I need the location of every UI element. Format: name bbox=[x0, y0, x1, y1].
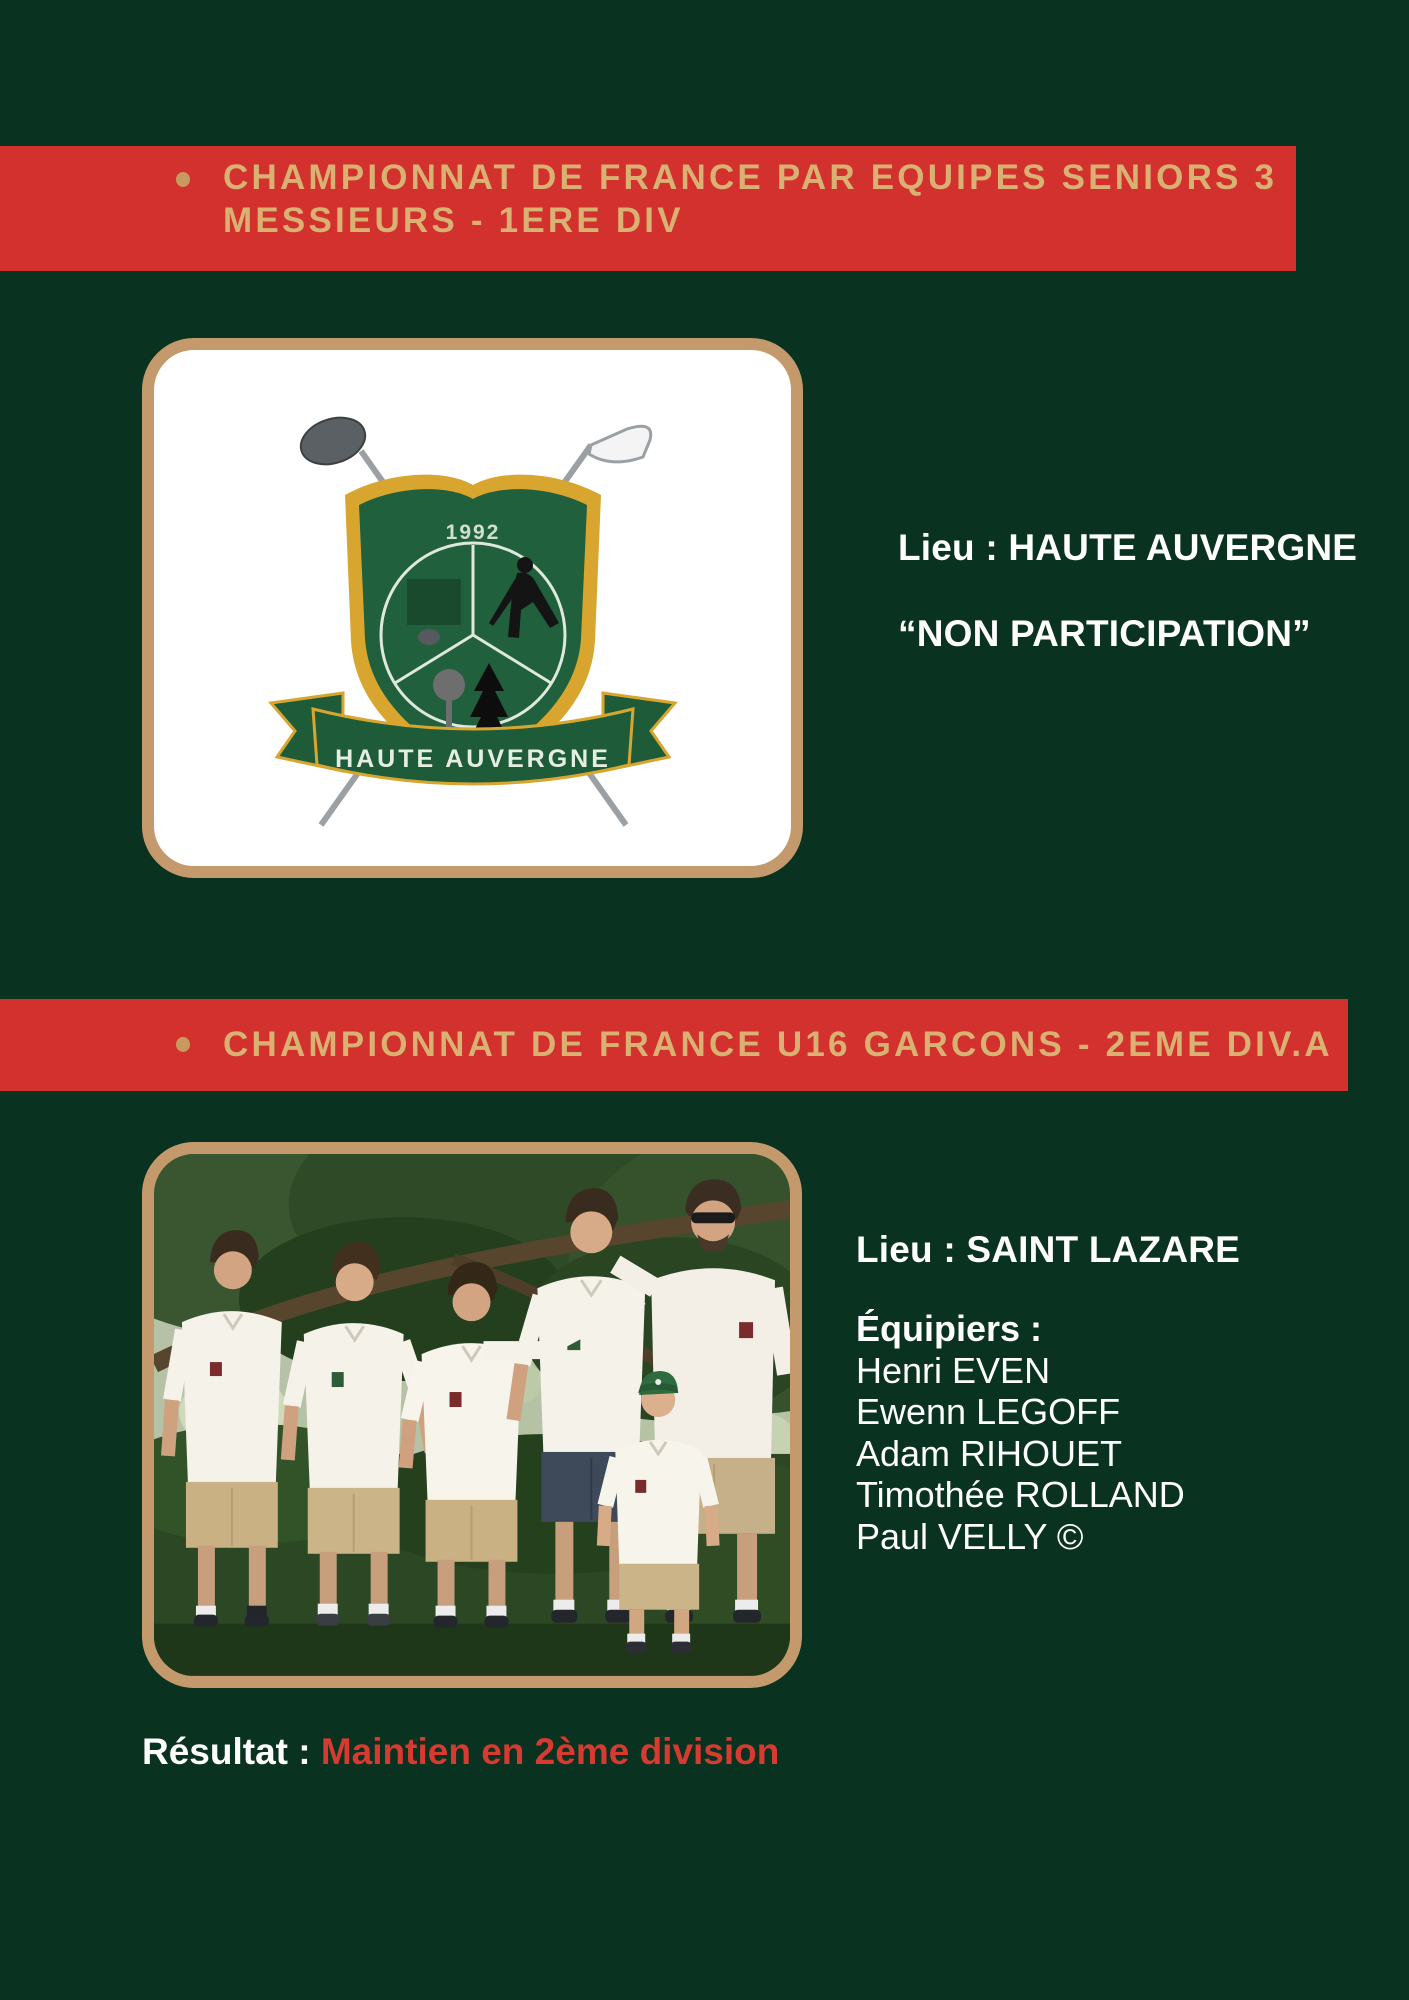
banner-seniors3-line2: MESSIEURS - 1ERE DIV bbox=[223, 201, 684, 240]
team-photo-card bbox=[142, 1142, 802, 1688]
player-name: Ewenn LEGOFF bbox=[856, 1391, 1121, 1432]
player-name: Adam RIHOUET bbox=[856, 1432, 1123, 1474]
crest-ribbon-label: HAUTE AUVERGNE bbox=[334, 745, 611, 773]
banner-u16 bbox=[0, 999, 1348, 1091]
player-name: Timothée ROLLAND bbox=[856, 1474, 1185, 1515]
equipiers-label: Équipiers : bbox=[856, 1308, 1043, 1349]
banner-seniors3-title bbox=[223, 156, 1277, 242]
haute-auvergne-crest bbox=[193, 373, 753, 843]
banner-seniors3-line1: CHAMPIONNAT DE FRANCE PAR EQUIPES SENIORS 3 bbox=[223, 158, 1278, 197]
non-participation-note: “NON PARTICIPATION” bbox=[898, 613, 1311, 654]
crest-year: 1992 bbox=[445, 521, 500, 544]
team-photo bbox=[154, 1154, 790, 1676]
club-logo-card bbox=[142, 338, 803, 878]
player-name: Paul VELLY © bbox=[856, 1515, 1084, 1557]
lieu-saint-lazare: Lieu : SAINT LAZARE bbox=[856, 1229, 1241, 1270]
result-value: Maintien en 2ème division bbox=[320, 1731, 780, 1772]
lieu-haute-auvergne: Lieu : HAUTE AUVERGNE bbox=[898, 527, 1358, 568]
crest-field-image bbox=[407, 579, 461, 625]
team-roster bbox=[856, 1308, 1185, 1557]
result-line bbox=[142, 1730, 779, 1774]
banner-seniors3 bbox=[0, 146, 1296, 271]
iron-head-icon bbox=[589, 426, 651, 462]
crest-rock-image bbox=[418, 629, 440, 645]
player-name: Henri EVEN bbox=[856, 1349, 1051, 1391]
result-label: Résultat : bbox=[142, 1731, 311, 1772]
bullet-icon bbox=[176, 1037, 190, 1052]
bullet-icon bbox=[176, 172, 190, 187]
driver-head-icon bbox=[294, 410, 370, 472]
banner-u16-title: CHAMPIONNAT DE FRANCE U16 GARCONS - 2EME DIV.A bbox=[223, 1025, 1333, 1064]
